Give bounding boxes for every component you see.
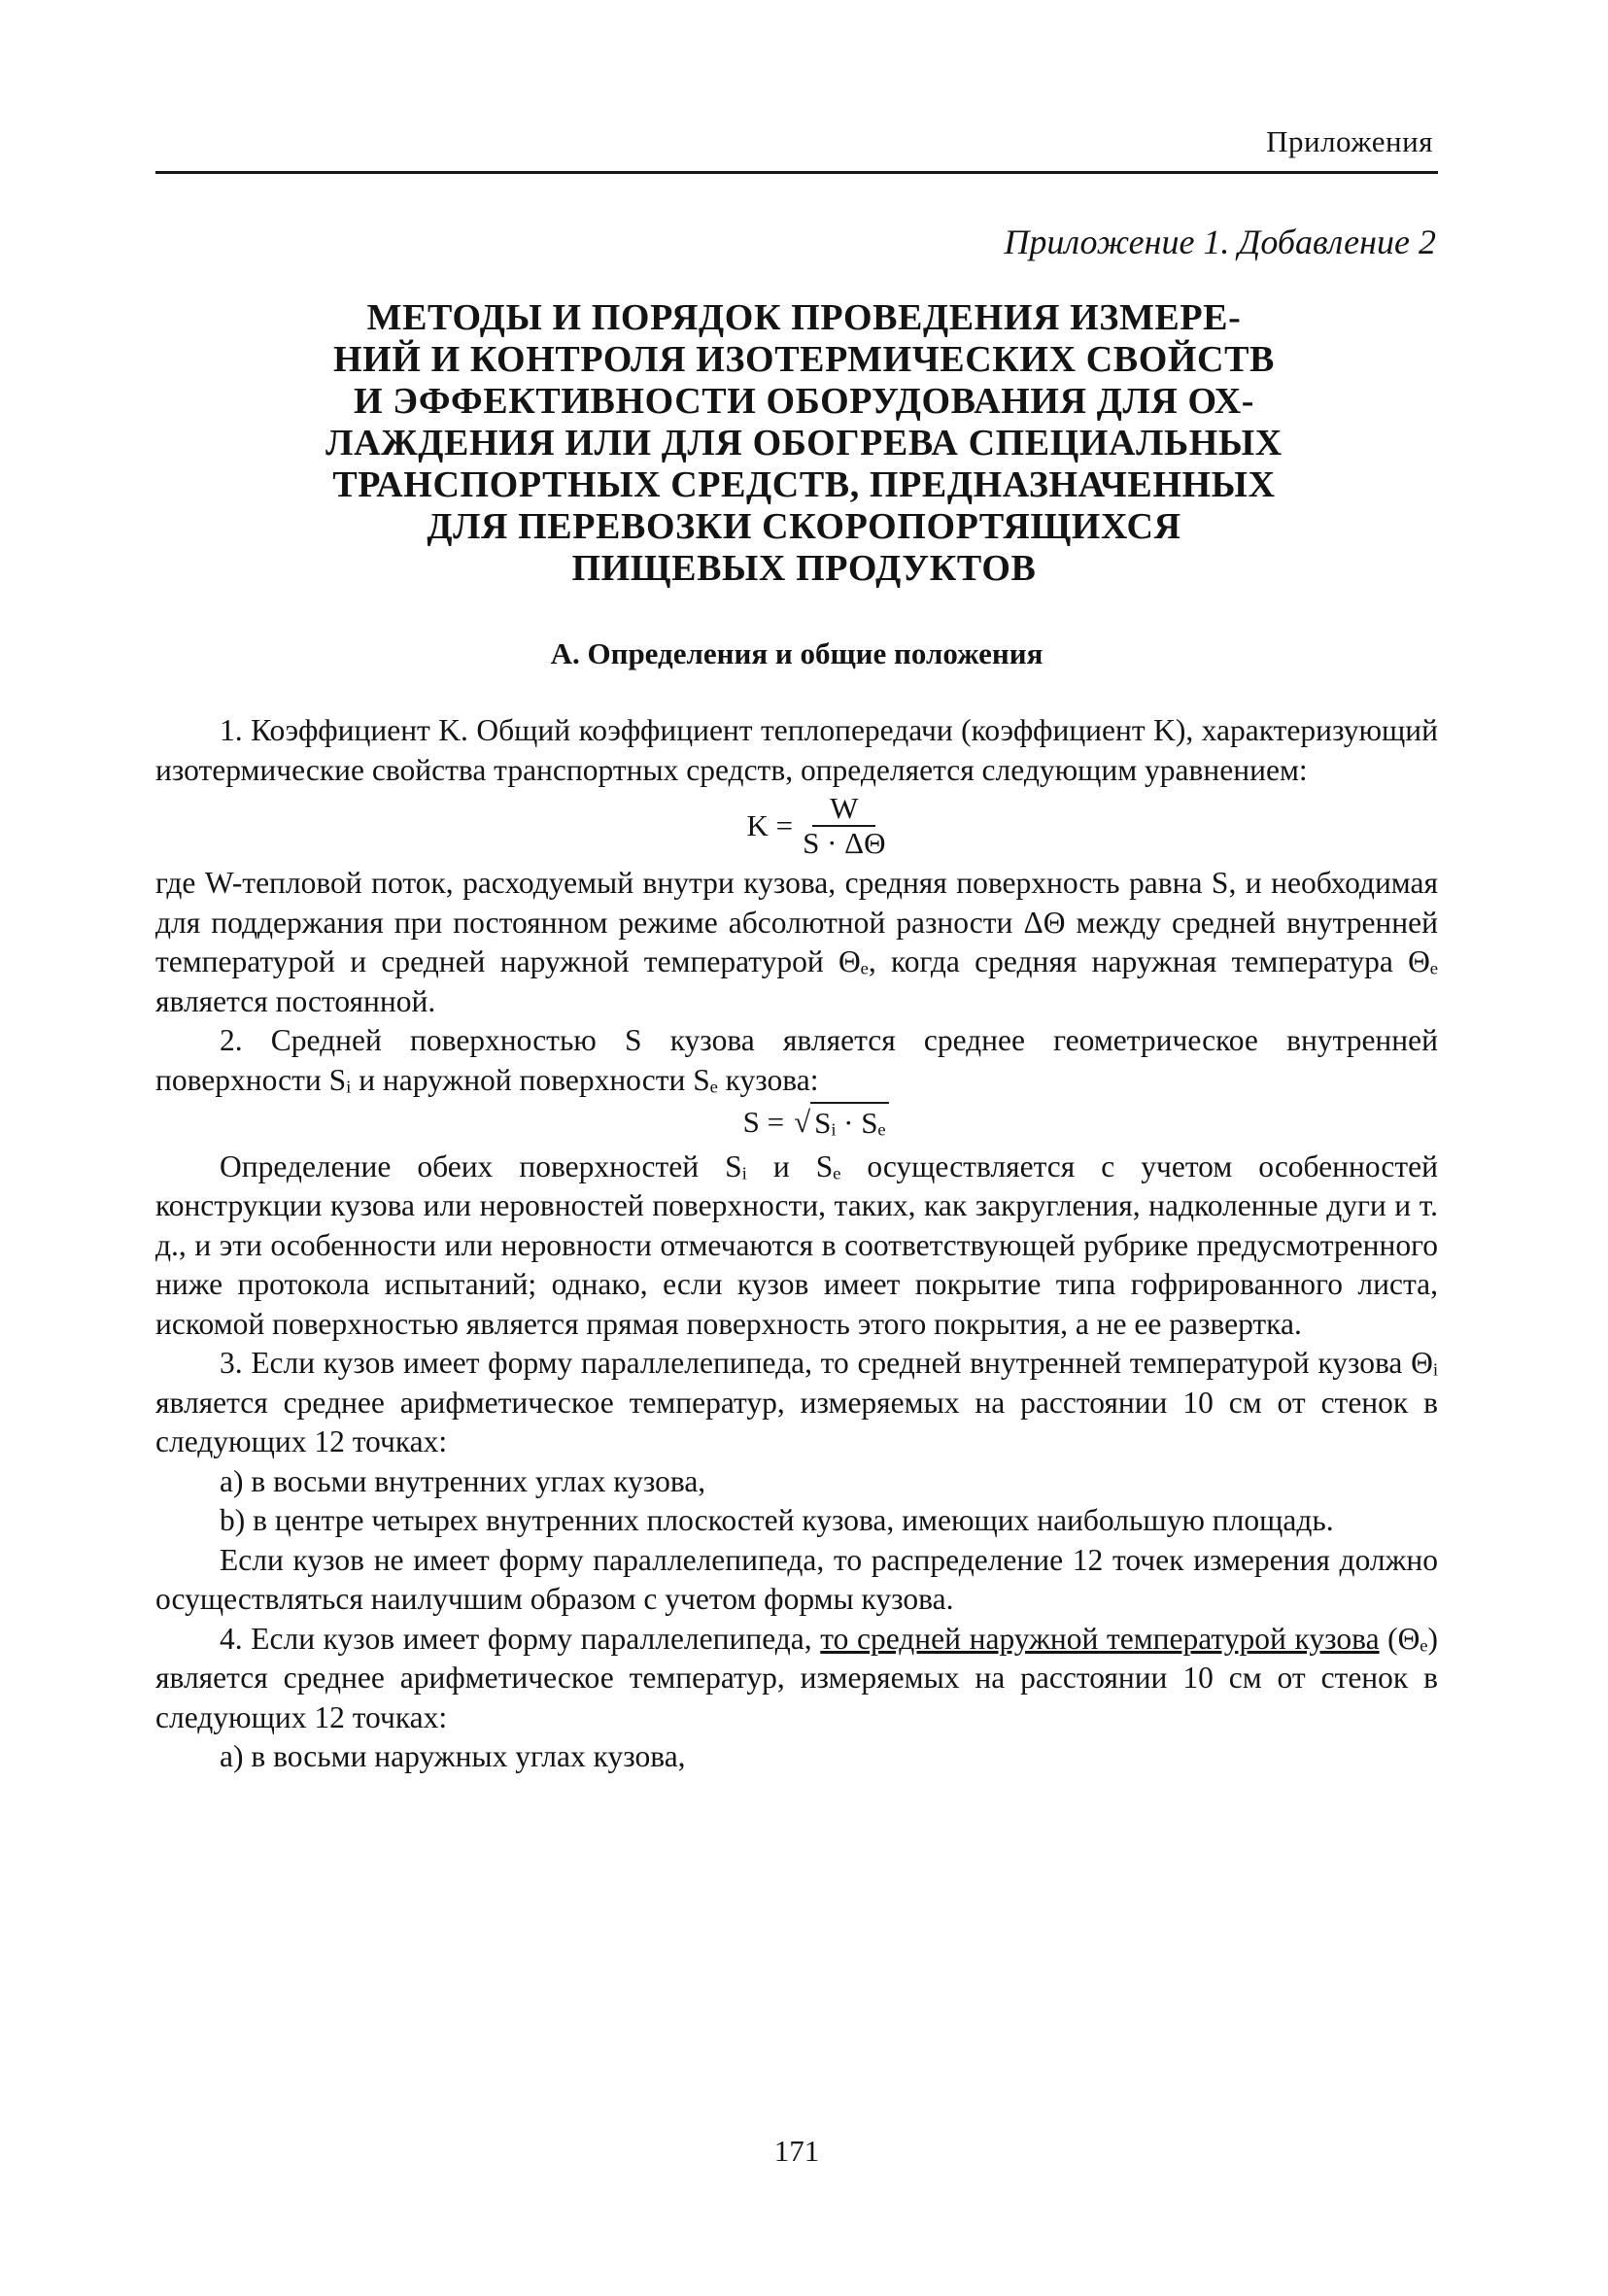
list-item-3b: b) в центре четырех внутренних плоскостей кузова, имеющих наибольшую площадь. bbox=[220, 1503, 1334, 1537]
paragraph-4-end: (Θₑ) является среднее арифметическое температур, измеряемых на расстоянии 10 см от стенок в следующих 12 точках: bbox=[155, 1621, 1438, 1734]
title-line: НИЙ И КОНТРОЛЯ ИЗОТЕРМИЧЕСКИХ СВОЙСТВ bbox=[333, 339, 1275, 380]
underlined-phrase: то средней наружной температурой кузова bbox=[820, 1621, 1380, 1656]
body-text bbox=[155, 711, 1438, 1777]
page-number: 171 bbox=[773, 2134, 820, 2168]
list-item-4a: a) в восьми наружных углах кузова, bbox=[220, 1739, 686, 1773]
paragraph-4 bbox=[155, 1620, 1438, 1738]
formula-k-fraction bbox=[803, 792, 885, 860]
paragraph-2: 2. Средней поверхностью S кузова является среднее геометрическое внутренней поверхности Sᵢ и наружной поверхности Sₑ кузова: bbox=[155, 1023, 1438, 1097]
formula-s bbox=[155, 1102, 1438, 1144]
paragraph-2-continuation: Определение обеих поверхностей Sᵢ и Sₑ осуществляется с учетом особенностей конструкции кузова или неровностей поверхности, таких, как закругления, надколенные дуги и т. д., и эти особенности или неровности отмечаются в соответствующей рубрике предусмотренного ниже протокола испытаний; однако, если кузов имеет покрытие типа гофрированного листа, искомой поверхностью является прямая поверхность этого покрытия, а не ее развертка. bbox=[155, 1148, 1438, 1341]
appendix-reference: Приложение 1. Добавление 2 bbox=[1004, 223, 1436, 261]
paragraph-1: 1. Коэффициент K. Общий коэффициент теплопередачи (коэффициент K), характеризующий изотермические свойства транспортных средств, определяется следующим уравнением: bbox=[155, 713, 1438, 787]
square-root-sign: √ bbox=[794, 1105, 811, 1139]
running-head: Приложения bbox=[1266, 124, 1433, 158]
title-line: ПИЩЕВЫХ ПРОДУКТОВ bbox=[571, 548, 1037, 589]
title-line: МЕТОДЫ И ПОРЯДОК ПРОВЕДЕНИЯ ИЗМЕРЕ- bbox=[366, 297, 1242, 338]
formula-k-lhs: K = bbox=[746, 807, 794, 842]
formula-k bbox=[155, 792, 1438, 860]
document-title bbox=[243, 297, 1365, 590]
title-line: И ЭФФЕКТИВНОСТИ ОБОРУДОВАНИЯ ДЛЯ ОХ- bbox=[354, 381, 1254, 422]
title-line: ТРАНСПОРТНЫХ СРЕДСТВ, ПРЕДНАЗНАЧЕННЫХ bbox=[332, 464, 1276, 505]
title-line: ДЛЯ ПЕРЕВОЗКИ СКОРОПОРТЯЩИХСЯ bbox=[427, 506, 1181, 547]
title-line: ЛАЖДЕНИЯ ИЛИ ДЛЯ ОБОГРЕВА СПЕЦИАЛЬНЫХ bbox=[325, 423, 1283, 463]
paragraph-1-continuation: где W-тепловой поток, расходуемый внутри кузова, средняя поверхность равна S, и необходимая для поддержания при постоянном режиме абсолютной разности ΔΘ между средней внутренней температурой и средней наружной температурой Θₑ, когда средняя наружная температура Θₑ является постоянной. bbox=[155, 866, 1438, 1018]
formula-s-lhs: S = bbox=[742, 1105, 785, 1139]
paragraph-4-start: 4. Если кузов имеет форму параллелепипеда, bbox=[220, 1621, 821, 1656]
formula-k-denominator: S · ΔΘ bbox=[803, 826, 886, 860]
formula-k-numerator: W bbox=[812, 792, 875, 827]
section-heading: А. Определения и общие положения bbox=[550, 636, 1043, 670]
list-item-3a: a) в восьми внутренних углах кузова, bbox=[220, 1463, 706, 1498]
paragraph-3-continuation: Если кузов не имеет форму параллелепипеда, то распределение 12 точек измерения должно осуществляться наилучшим образом с учетом формы кузова. bbox=[155, 1542, 1438, 1616]
paragraph-3: 3. Если кузов имеет форму параллелепипеда, то средней внутренней температурой кузова Θᵢ является среднее арифметическое температур, измеряемых на расстоянии 10 см от стенок в следующих 12 точках: bbox=[155, 1346, 1438, 1458]
header-rule bbox=[155, 171, 1438, 174]
formula-s-radicand: Sᵢ · Sₑ bbox=[810, 1102, 889, 1144]
